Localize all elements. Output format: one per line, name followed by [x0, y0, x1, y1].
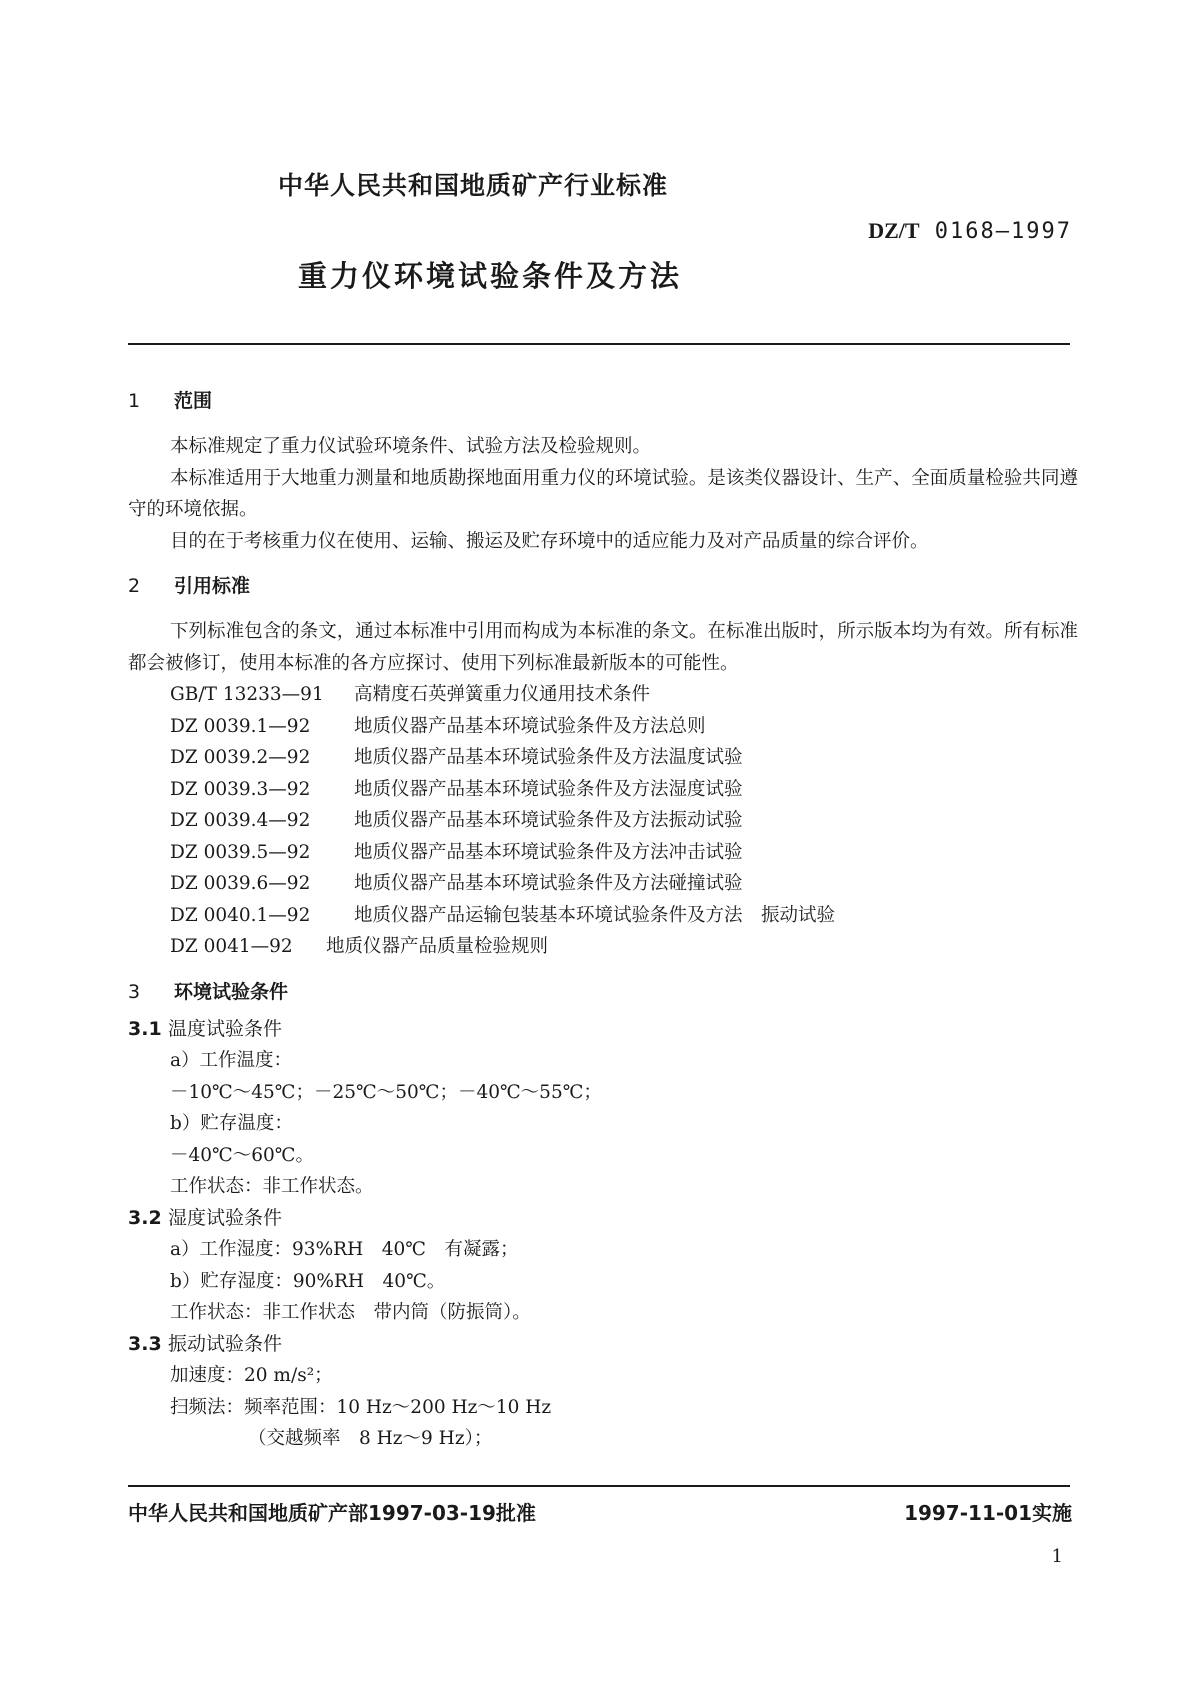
reference-item: [128, 931, 1078, 963]
reference-item: [128, 900, 1078, 932]
section-title: 环境试验条件: [174, 980, 289, 1003]
paragraph: 下列标准包含的条文，通过本标准中引用而构成为本标准的条文。在标准出版时，所示版本均为有效。所有标准都会被修订，使用本标准的各方应探讨、使用下列标准最新版本的可能性。: [128, 621, 1078, 674]
standard-prefix: DZ/T: [868, 218, 920, 243]
subsection-title: 温度试验条件: [168, 1017, 283, 1040]
reference-item: [128, 805, 1078, 837]
section-2-heading: [128, 571, 1078, 598]
subsection-number: 3.1: [128, 1017, 162, 1040]
reference-item: [128, 774, 1078, 806]
subsection-3-2-heading: [128, 1203, 1078, 1235]
state-line: 工作状态：非工作状态。: [170, 1176, 374, 1197]
subsection-title: 湿度试验条件: [168, 1206, 283, 1229]
section-number: 1: [128, 390, 141, 412]
reference-item: [128, 711, 1078, 743]
section-title: 引用标准: [174, 575, 251, 597]
document-body: [128, 386, 1078, 1455]
standard-number: [868, 218, 1072, 244]
state-line: 工作状态：非工作状态 带内筒（防振筒）。: [170, 1302, 531, 1323]
subsection-3-1-heading: [128, 1014, 1078, 1046]
reference-code: DZ 0039.5—92: [170, 841, 311, 863]
reference-code: DZ 0039.3—92: [170, 778, 311, 800]
approval-line: 中华人民共和国地质矿产部1997-03-19批准: [128, 1501, 536, 1525]
reference-code: DZ 0039.4—92: [170, 810, 311, 831]
reference-code: DZ 0040.1—92: [170, 904, 311, 926]
subsection-number: 3.3: [128, 1332, 162, 1355]
reference-title: 地质仪器产品基本环境试验条件及方法碰撞试验: [354, 873, 743, 894]
reference-title: 地质仪器产品基本环境试验条件及方法湿度试验: [354, 778, 743, 800]
reference-title: 地质仪器产品基本环境试验条件及方法冲击试验: [354, 841, 743, 863]
section-title: 范围: [174, 390, 213, 412]
value-line: （交越频率 8 Hz～9 Hz）；: [248, 1428, 493, 1449]
list-item: b）贮存温度：: [170, 1113, 293, 1134]
reference-title: 地质仪器产品质量检验规则: [326, 936, 549, 957]
section-3-heading: [128, 977, 1078, 1004]
paragraph: 本标准适用于大地重力测量和地质勘探地面用重力仪的环境试验。是该类仪器设计、生产、全面质量检验共同遵守的环境依据。: [128, 467, 1078, 520]
reference-code: DZ 0039.6—92: [170, 873, 311, 894]
value-line: 扫频法：频率范围：10 Hz～200 Hz～10 Hz: [170, 1396, 552, 1418]
reference-item: [128, 679, 1078, 711]
page-number: 1: [1051, 1546, 1063, 1567]
subsection-number: 3.2: [128, 1206, 162, 1229]
reference-code: DZ 0039.2—92: [170, 747, 311, 768]
standard-code: 0168—1997: [919, 219, 1072, 244]
reference-code: DZ 0041—92: [170, 936, 293, 957]
effective-date: 1997-11-01实施: [904, 1501, 1072, 1525]
section-1-heading: [128, 386, 1078, 413]
reference-title: 地质仪器产品基本环境试验条件及方法振动试验: [354, 810, 743, 831]
document-title: 重力仪环境试验条件及方法: [298, 259, 683, 293]
reference-item: [128, 742, 1078, 774]
reference-title: 地质仪器产品基本环境试验条件及方法总则: [354, 715, 706, 737]
reference-item: [128, 837, 1078, 869]
issuing-body-title: 中华人民共和国地质矿产行业标准: [278, 171, 669, 200]
reference-title: 高精度石英弹簧重力仪通用技术条件: [354, 684, 651, 705]
reference-item: [128, 868, 1078, 900]
reference-title: 地质仪器产品运输包装基本环境试验条件及方法 振动试验: [354, 904, 836, 926]
value-line: 加速度：20 m/s²；: [170, 1365, 333, 1386]
section-number: 3: [128, 980, 141, 1003]
reference-code: GB/T 13233—91: [170, 684, 324, 705]
list-item: a）工作温度：: [170, 1050, 293, 1071]
paragraph: 目的在于考核重力仪在使用、运输、搬运及贮存环境中的适应能力及对产品质量的综合评价。: [170, 530, 929, 552]
subsection-3-3-heading: [128, 1329, 1078, 1361]
footer-divider: [128, 1485, 1070, 1487]
list-item: a）工作湿度：93%RH 40℃ 有凝露；: [170, 1239, 519, 1260]
list-item: b）贮存湿度：90%RH 40℃。: [170, 1270, 446, 1292]
paragraph: 本标准规定了重力仪试验环境条件、试验方法及检验规则。: [170, 436, 652, 457]
header-divider: [128, 343, 1070, 345]
reference-code: DZ 0039.1—92: [170, 715, 311, 737]
reference-title: 地质仪器产品基本环境试验条件及方法温度试验: [354, 747, 743, 768]
value-line: －40℃～60℃。: [170, 1144, 314, 1166]
value-line: －10℃～45℃；－25℃～50℃；－40℃～55℃；: [170, 1081, 602, 1103]
subsection-title: 振动试验条件: [168, 1332, 283, 1355]
section-number: 2: [128, 575, 141, 597]
